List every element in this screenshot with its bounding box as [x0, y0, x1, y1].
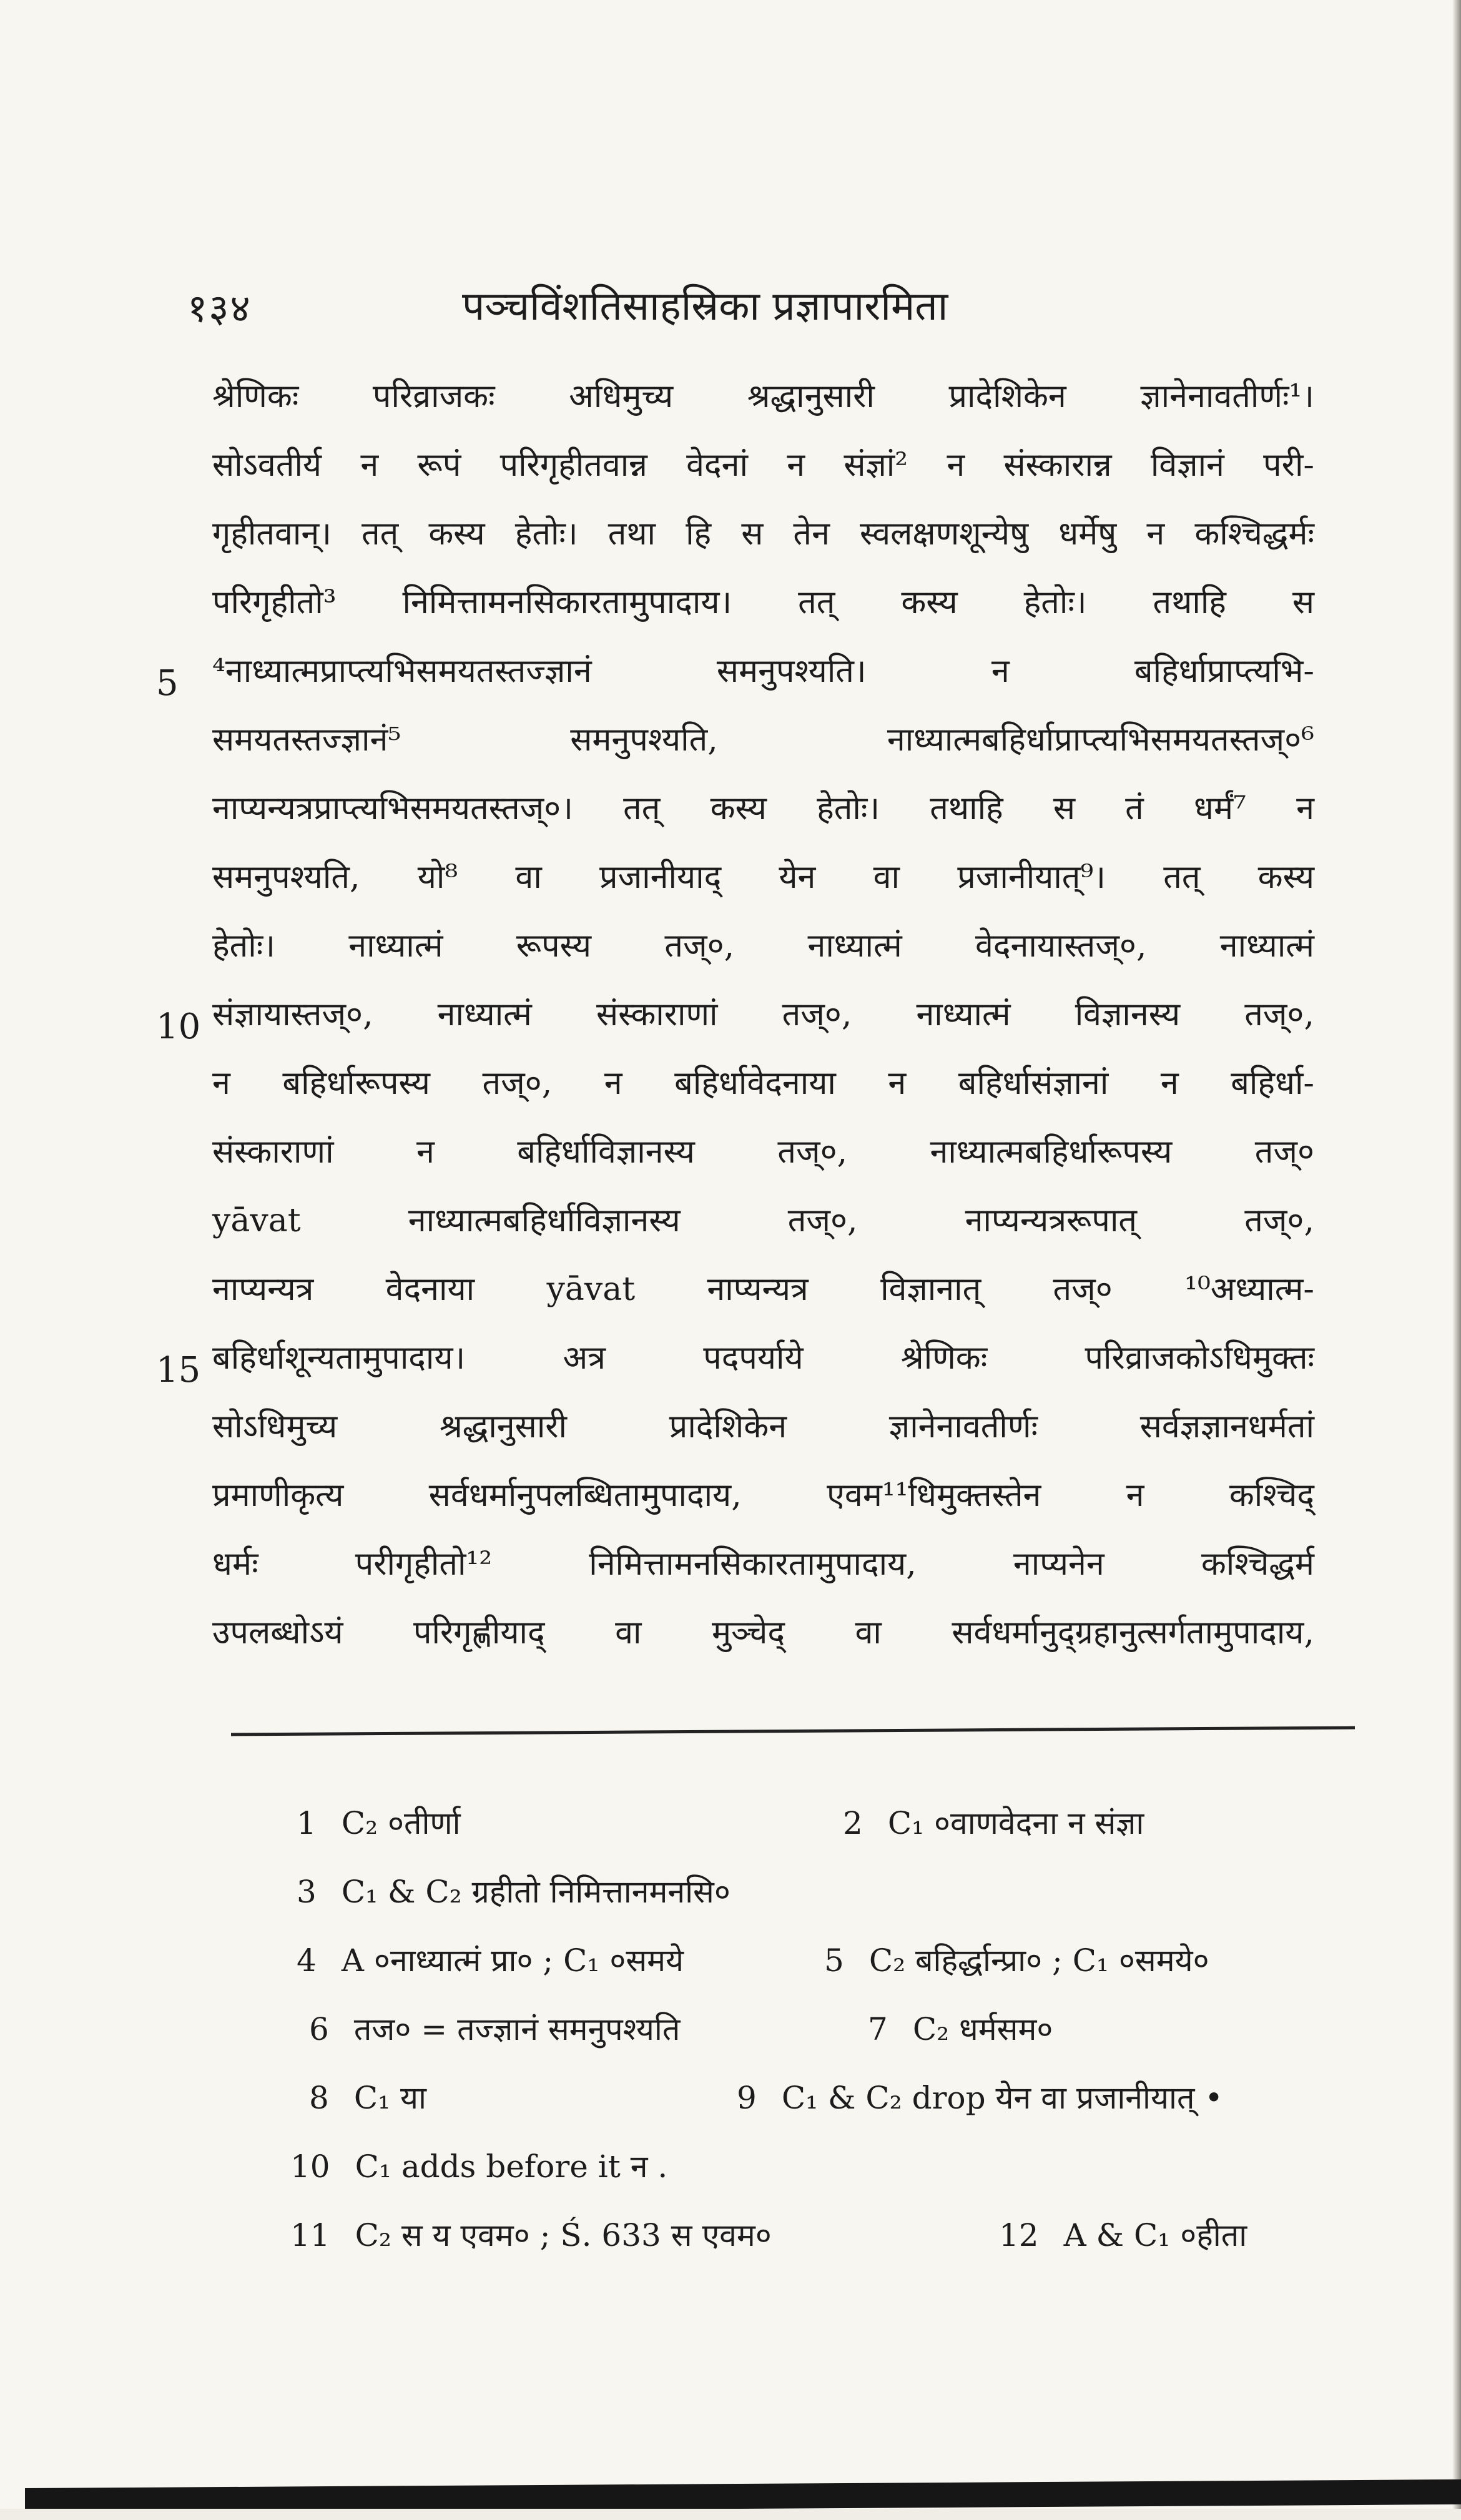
footnote-number: 3 — [297, 1874, 317, 1910]
scan-bottom-border — [25, 2479, 1461, 2513]
footnote-number: 8 — [309, 2080, 329, 2116]
footnote-divider — [231, 1726, 1355, 1736]
text-line: सोऽधिमुच्य श्रद्धानुसारी प्रादेशिकेन ज्ञानेनावतीर्णः सर्वज्ञज्ञानधर्मतां — [212, 1408, 1314, 1445]
footnote — [290, 2142, 667, 2192]
footnote-number: 11 — [290, 2217, 330, 2253]
footnote — [297, 1867, 730, 1917]
footnote-text: C₂ धर्मसम० — [912, 2011, 1053, 2047]
footnote — [297, 1936, 684, 1986]
line-number-10: 10 — [156, 1007, 201, 1047]
footnote-number: 1 — [297, 1805, 317, 1841]
footnote-text: C₂ बहिर्द्धान्प्रा० ; C₁ ०समये० — [868, 1942, 1209, 1979]
page-number: १३४ — [187, 285, 252, 331]
scan-bottom-margin — [0, 2509, 1461, 2520]
footnote-text: तज० = तज्ज्ञानं समनुपश्यति — [353, 2011, 681, 2047]
text-line: सोऽवतीर्य न रूपं परिगृहीतवान्न वेदनां न संज्ञां² न संस्कारान्न विज्ञानं परी- — [212, 446, 1314, 484]
text-line: संस्काराणां न बहिर्धाविज्ञानस्य तज्०, नाध्यात्मबहिर्धारूपस्य तज्० — [212, 1133, 1314, 1171]
footnote-text: C₁ या — [353, 2080, 426, 2116]
text-line: उपलब्धोऽयं परिगृह्णीयाद् वा मुञ्चेद् वा सर्वधर्मानुद्ग्रहानुत्सर्गतामुपादाय, — [212, 1614, 1314, 1651]
footnote — [824, 1936, 1209, 1986]
footnote-text: C₂ स य एवम० ; Ś. 633 स एवम० — [355, 2217, 772, 2253]
footnote-number: 12 — [999, 2217, 1039, 2253]
text-line: समयतस्तज्ज्ञानं⁵ समनुपश्यति, नाध्यात्मबहिर्धाप्राप्त्यभिसमयतस्तज्०⁶ — [212, 721, 1314, 759]
text-line: परिगृहीतो³ निमित्तामनसिकारतामुपादाय। तत् कस्य हेतोः। तथाहि स — [212, 584, 1314, 621]
footnote-number: 10 — [290, 2148, 330, 2185]
footnote-number: 4 — [297, 1942, 317, 1979]
footnote — [290, 2210, 772, 2260]
footnote-text: C₂ ०तीर्णा — [341, 1805, 461, 1841]
text-line: नाप्यन्यत्र वेदनाया yāvat नाप्यन्यत्र विज्ञानात् तज्० ¹⁰अध्यात्म- — [212, 1271, 1314, 1308]
text-line: प्रमाणीकृत्य सर्वधर्मानुपलब्धितामुपादाय, एवम¹¹धिमुक्तस्तेन न कश्चिद् — [212, 1477, 1314, 1514]
footnote-text: A ०नाध्यात्मं प्रा० ; C₁ ०समये — [341, 1942, 684, 1979]
footnote-text: C₁ & C₂ ग्रहीतो निमित्तानमनसि० — [341, 1874, 730, 1910]
line-number-15: 15 — [156, 1350, 201, 1390]
page-edge-shadow — [1452, 0, 1461, 2520]
text-line: श्रेणिकः परिव्राजकः अधिमुच्य श्रद्धानुसारी प्रादेशिकेन ज्ञानेनावतीर्णः¹। — [212, 378, 1314, 415]
footnote — [999, 2210, 1247, 2260]
page-header — [187, 267, 1324, 336]
footnote-number: 7 — [868, 2011, 888, 2047]
text-line: हेतोः। नाध्यात्मं रूपस्य तज्०, नाध्यात्मं वेदनायास्तज्०, नाध्यात्मं — [212, 927, 1314, 965]
footnote-text: C₁ ०वाणवेदना न संज्ञा — [887, 1805, 1144, 1841]
running-title: पञ्चविंशतिसाहस्रिका प्रज्ञापारमिता — [462, 283, 948, 330]
footnote-number: 2 — [843, 1805, 863, 1841]
footnote — [309, 2073, 426, 2123]
footnote-number: 5 — [824, 1942, 844, 1979]
footnote — [868, 2004, 1053, 2054]
footnote — [309, 2004, 680, 2054]
text-line: गृहीतवान्। तत् कस्य हेतोः। तथा हि स तेन स्वलक्षणशून्येषु धर्मेषु न कश्चिद्धर्मः — [212, 515, 1314, 553]
footnote-number: 6 — [309, 2011, 329, 2047]
footnote — [737, 2073, 1223, 2123]
footnote-text: A & C₁ ०हीता — [1063, 2217, 1247, 2253]
text-line: नाप्यन्यत्रप्राप्त्यभिसमयतस्तज्०। तत् कस्य हेतोः। तथाहि स तं धर्मं⁷ न — [212, 790, 1314, 827]
footnote — [843, 1798, 1144, 1848]
text-line: न बहिर्धारूपस्य तज्०, न बहिर्धावेदनाया न बहिर्धासंज्ञानां न बहिर्धा- — [212, 1065, 1314, 1102]
footnote — [297, 1798, 461, 1848]
text-line: बहिर्धाशून्यतामुपादाय। अत्र पदपर्याये श्रेणिकः परिव्राजकोऽधिमुक्तः — [212, 1339, 1314, 1377]
line-number-5: 5 — [156, 663, 179, 704]
text-line: संज्ञायास्तज्०, नाध्यात्मं संस्काराणां तज्०, नाध्यात्मं विज्ञानस्य तज्०, — [212, 996, 1314, 1033]
text-line: yāvat नाध्यात्मबहिर्धाविज्ञानस्य तज्०, नाप्यन्यत्ररूपात् तज्०, — [212, 1202, 1314, 1239]
footnote-number: 9 — [737, 2080, 757, 2116]
text-line: समनुपश्यति, यो⁸ वा प्रजानीयाद् येन वा प्रजानीयात्⁹। तत् कस्य — [212, 859, 1314, 896]
text-line: धर्मः परीगृहीतो¹² निमित्तामनसिकारतामुपादाय, नाप्यनेन कश्चिद्धर्म — [212, 1545, 1314, 1583]
text-line: ⁴नाध्यात्मप्राप्त्यभिसमयतस्तज्ज्ञानं समनुपश्यति। न बहिर्धाप्राप्त्यभि- — [212, 652, 1314, 690]
footnote-text: C₁ & C₂ drop येन वा प्रजानीयात् • — [781, 2080, 1223, 2116]
footnote-text: C₁ adds before it न . — [355, 2148, 668, 2185]
